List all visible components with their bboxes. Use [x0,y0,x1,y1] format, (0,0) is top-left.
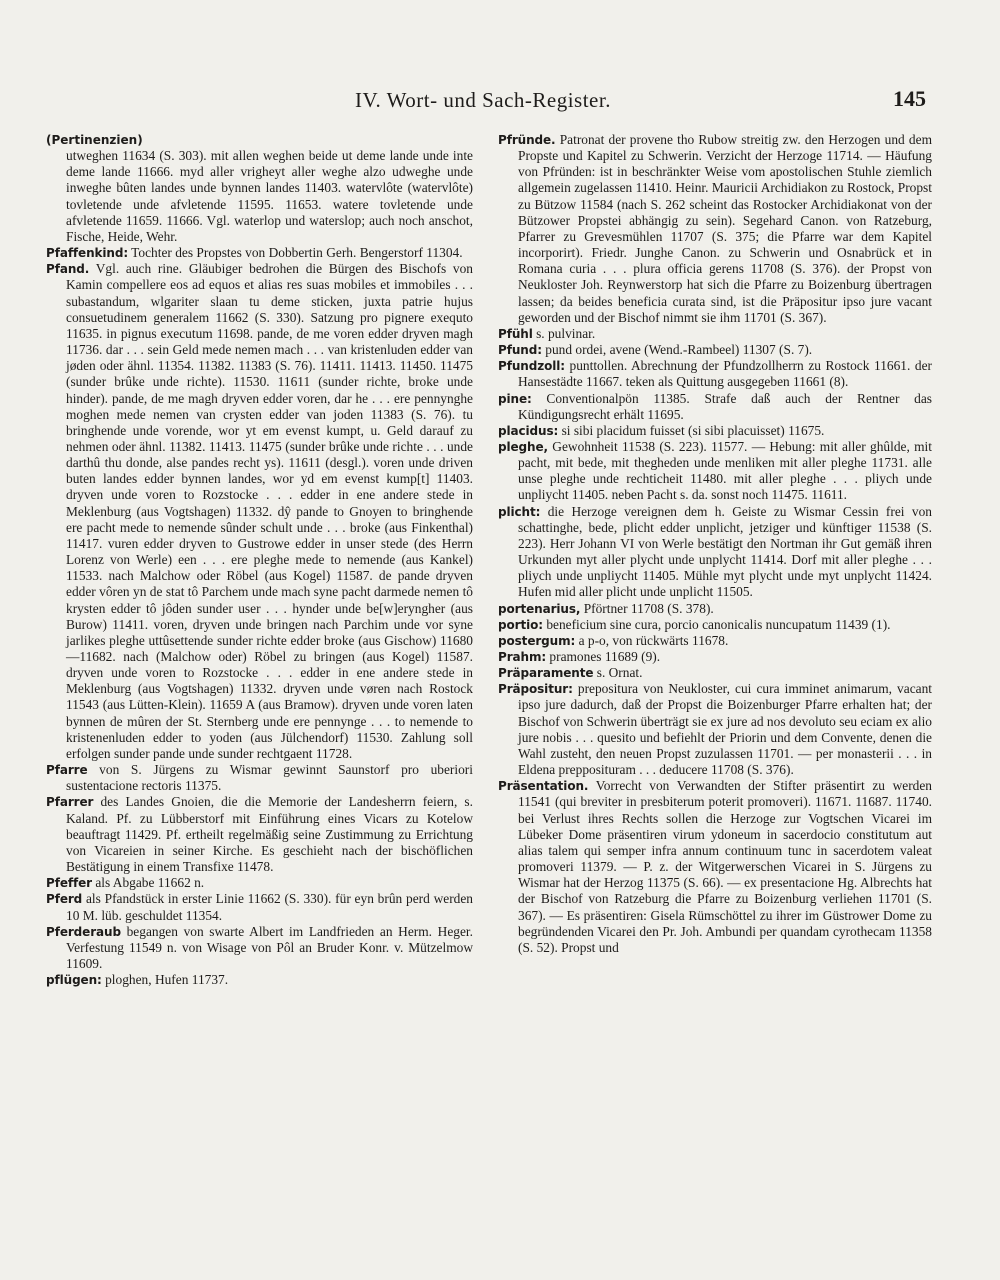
entry-lemma: portenarius, [498,601,581,616]
entry-lemma: Präsentation. [498,779,589,794]
entry-lemma: Pferderaub [46,924,121,939]
entry-lemma: plicht: [498,504,541,519]
index-entry [46,794,473,875]
right-column [498,132,932,956]
index-entry [498,391,932,423]
index-entry [46,762,473,794]
index-entry [498,601,932,617]
page-number: 145 [893,86,926,111]
entry-text: die Herzoge vereignen dem h. Geiste zu Wismar Cessin frei von schattinghe, bede, plicht edder unplicht, jetziger und künftiger 11538 (S. 223). Herr Johann VI von Werle bestätigt den Nortman ihr Gut gemäß ihren Urkunden myt aller plycht unde unplycht 11414. Dorf mit aller pleghe . . . pliych unde unpliycht 11405. Mühle myt plycht unde myt unplycht 11424. Hufen mid aller plicht unde unplicht 11505. [518,503,932,600]
continued-lemma: (Pertinenzien) [46,133,143,147]
entry-text: prepositura von Neukloster, cui cura imminet animarum, vacant ipso jure dadurch, daß der Propst die Boizenburger Pfarre erhalten hat; der Bischof von Schwerin überträgt sie ex jure ad nos devoluto seu eciam ex alio jure nobis . . . quesito und befiehlt der Priorin und dem Convente, denen die Wahl zusteht, den neuen Propst zuzulassen 11701. — per monasterii . . . in Eldena prepposituram . . . deducere 11708 (S. 376). [518,681,932,778]
entry-lemma: Pfarre [46,763,88,778]
entry-text: s. Ornat. [596,665,643,681]
entry-text: pund ordei, avene (Wend.-Rambeel) 11307 (S. 7). [545,342,813,358]
entry-lemma: Pfühl [498,326,533,341]
index-entry [498,778,932,956]
index-entry [498,326,932,342]
entry-text: begangen von swarte Albert im Landfrieden an Herm. Heger. Verfestung 11549 n. von Wisage von Pôl an Bruder Konr. v. Mützelmow 11609. [66,923,473,971]
entry-lemma: Präparamente [498,666,594,681]
entry-lemma: postergum: [498,633,576,648]
entry-text: ploghen, Hufen 11737. [105,972,229,988]
entry-text: Patronat der provene tho Rubow streitig zw. den Herzogen und dem Propste und Kapitel zu Schwerin. Verzicht der Herzoge 11714. — Häufung von Pfründen: ist in beschränkter Weise vom apostolischen Stuhle ziemlich allgemein zugelassen 11410. Heinr. Mauricii Archidiakon zu Rostock, Propst zu Bützow 11584 (nach S. 262 scheint das Rostocker Archidiakonat von der Bützower Propstei abhängig zu sein). Segehard Canon. von Ratzeburg, Pfarrer zu Grevesmühlen 11707 (S. 375; die Pfarre war dem Kapitel incorporirt). Friedr. Junghe Canon. zu Schwerin und Osnabrück et in Romana curia . . . plura officia gerens 11708 (S. 376). der Propst von Neukloster Joh. Reynwerstorp hat sich die Pfarre zu Boizenburg übertragen lassen; da beides beneficia curata sind, ist die Präpositur ipso jure vacant geworden und der Bischof nimmt sie ihm 11701 (S. 367). [518,132,932,325]
entry-lemma: Pfaffenkind: [46,246,129,261]
entry-text: als Pfandstück in erster Linie 11662 (S. 330). für eyn brûn perd werden 10 M. lüb. geschuldet 11354. [66,891,473,923]
index-entry [498,681,932,778]
index-entry [498,665,932,681]
entry-lemma: pflügen: [46,973,102,988]
entry-lemma: pleghe, [498,439,548,454]
page-title: IV. Wort- und Sach-Register. [355,88,611,112]
entry-lemma: Präpositur: [498,682,573,697]
entry-text: beneficium sine cura, porcio canonicalis nuncupatum 11439 (1). [546,616,891,632]
index-entry [498,342,932,358]
index-entry [498,439,932,504]
entry-text: Conventionalpön 11385. Strafe daß auch der Rentner das Kündigungsrecht erhält 11695. [518,390,932,422]
index-entry [46,891,473,923]
entry-text: Tochter des Propstes von Dobbertin Gerh. Bengerstorf 11304. [131,245,463,261]
entry-text: Vgl. auch rine. Gläubiger bedrohen die Bürgen des Bischofs von Kamin compellere eos ad equos et alias res suas mobiles et immobiles . . . subastandum, wlgariter slaan tu deme sticken, juxta patrie hujus consuetudinem generalem 11662 (S. 330). Satzung pro pignere exequto 11635. in pignus executum 11698. pande, de me voren edder dryven magh 11736. dar . . . sein Geld mede nemen mach . . . van kristenluden edder van jøden oder ähnl. 11354. 11382. 11383 (S. 76). 11411. 11413. 11450. 11475 (sunder brûke unde richte). 11530. 11611 (sunder richte, broke unde hinder). pande, de me magh dryven edder voren, dar he . . . ere pennynghe moghen mede nemen van crysten edder van joden 11383 (S. 76). tu bringhende unde vorende, wor yt em evenst kumpt, u. Geld darauf zu nehmen oder ähnl. 11382. 11413. 11475 (sunder brûke unde richte . . . unde darthû thu donde, alse pandes recht ys). 11611 (desgl.). voren unde driven buten landes edder bynnen landes, wor yd em evenst kump[t] 11403. dryven unde voren to Rozstocke . . . edder in ene andere stede in Meklenburg (aus Vogtshagen) 11332. dŷ pande to Gnoyen to bringhende ere pacht mede to nemende sûnder schult unde . . . broke (aus Finkenthal) 11417. vuren edder dryven to Gustrowe edder in unser stede (des Herrn Lorenz von Werle) een . . . ere pleghe mede to nemende (aus Kankel) 11533. nach Malchow oder Röbel (aus Kogel) 11587. de pande dryven edder vôren yn de stat tô Parchem unde mach syne pacht darmede nemen tô krysten edder tô jôden sunder user . . . hynder unde be[w]eryngher (aus Burow) 11411. voren, dryven unde bringen nach Parchim unde vor syne jarlikes pleghe uttûsettende sunder richte edder broke (aus Gischow) 11680—11682. nach (Malchow oder) Röbel zu bringen (aus Kogel) 11587. dryven unde voren to Rozstocke . . . edder in ene andere stede in Meklenburg (aus Vogtshagen) 11332. dryven unde vøren nach Rostock 11543 (aus Lütten-Klein). 11659 A (aus Bramow). dryven unde voren laten bynnen de mûren der St. Sternberg unde ere pennynge . . . to nemende to kristenenluden edder to yoden (aus Jülchendorf) 11530. Zahlung soll erfolgen sunder pande unde sunder rechtgaent 11728. [66,261,474,761]
index-entry [46,924,473,972]
entry-lemma: Pfundzoll: [498,359,565,374]
entry-lemma: Prahm: [498,650,547,664]
entry-lemma: pine: [498,391,532,406]
index-entry [498,649,932,665]
left-entry-list [46,148,473,988]
entry-text: von S. Jürgens zu Wismar gewinnt Saunstorf pro uberiori sustentacione rectoris 11375. [66,762,473,794]
page-header [40,84,926,118]
entry-text: des Landes Gnoien, die die Memorie der Landesherrn feiern, s. Kaland. Pf. zu Lübberstorf mit Einführung eines Vicars zu Kotelow beauftragt 11429. Pf. ertheilt regelmäßig seine Zustimmung zu Errichtung von Vicareien in seiner Kirche. Es geschieht nach der bischöflichen Bestätigung in einem Transfixe 11478. [66,794,473,875]
index-entry [46,148,473,245]
index-entry [46,875,473,891]
index-entry [498,617,932,633]
index-entry [46,245,473,261]
entry-lemma: Pferd [46,892,83,907]
entry-text: utweghen 11634 (S. 303). mit allen weghen beide ut deme lande unde inte deme lande 11666. myd aller vrigheyt aller weghe alzo udweghe unde inweghe bûten landes unde bynnen landes 11403. watervlôte (watervlôte) tovletende unde afvletende 11595. 11653. watere tovletende unde afvletende 11659. 11666. Vgl. waterlop und waterslop; auch noch anschot, Fische, Heide, Wehr. [66,148,473,244]
entry-text: Pförtner 11708 (S. 378). [583,600,714,616]
index-entry [498,132,932,326]
index-entry [498,633,932,649]
entry-text: a p-o, von rückwärts 11678. [578,632,729,648]
entry-text: punttollen. Abrechnung der Pfundzollherrn zu Rostock 11661. der Hansestädte 11667. teken als Quittung ausgegeben 11661 (8). [518,358,932,390]
entry-lemma: Pfründe. [498,133,556,147]
entry-text: si sibi placidum fuisset (si sibi placuisset) 11675. [561,422,825,438]
index-entry [46,972,473,988]
entry-lemma: Pfund: [498,343,542,358]
entry-lemma: portio: [498,617,543,632]
entry-text: als Abgabe 11662 n. [95,875,205,891]
entry-text: Gewohnheit 11538 (S. 223). 11577. — Hebung: mit aller ghûlde, mit pacht, mit bede, mit thegheden unde menliken mit aller pleghe 11731. alle unse pleghe unde rechticheit 11480. mit aller pleghe . . . pliych unde unpliycht 11405. neben Pacht s. da. sonst noch 11475. 11611. [518,438,932,503]
index-entry [46,261,473,762]
entry-text: Vorrecht von Verwandten der Stifter präsentirt zu werden 11541 (qui breviter in presbiterum poterit promoveri). 11671. 11687. 11740. bei Verlust ihres Rechts sollen die Herzoge zur Vogtschen Vicarei im Lübeker Dome präsentiren virum ydoneum in sacerdocio constitutum aut alias talem qui semper infra annum continuum tunc in sacerdotem valeat promoveri 11379. — P. z. der Witgerwerschen Vicarei in S. Jürgens zu Wismar hat der Herzog 11375 (S. 66). — ex presentacione Hg. Albrechts hat der Bischof von Ratzeburg die Pfarre zu Boizenburg verliehen 11701 (S. 367). — Es präsentiren: Gisela Rümschöttel zu ihrer im Güstrower Dome zu begründenden Vicarei den Pr. Joh. Ambundi per quandam cyrothecam 11358 (S. 52). Propst und [518,778,932,955]
right-entry-list [498,132,932,956]
entry-lemma: Pfeffer [46,876,92,891]
left-column [46,132,473,988]
index-entry [498,504,932,601]
entry-lemma: Pfarrer [46,795,94,810]
index-entry [498,358,932,390]
entry-lemma: Pfand. [46,262,90,277]
index-entry [498,423,932,439]
entry-text: pramones 11689 (9). [549,649,661,664]
entry-text: s. pulvinar. [536,325,596,341]
entry-lemma: placidus: [498,423,559,438]
